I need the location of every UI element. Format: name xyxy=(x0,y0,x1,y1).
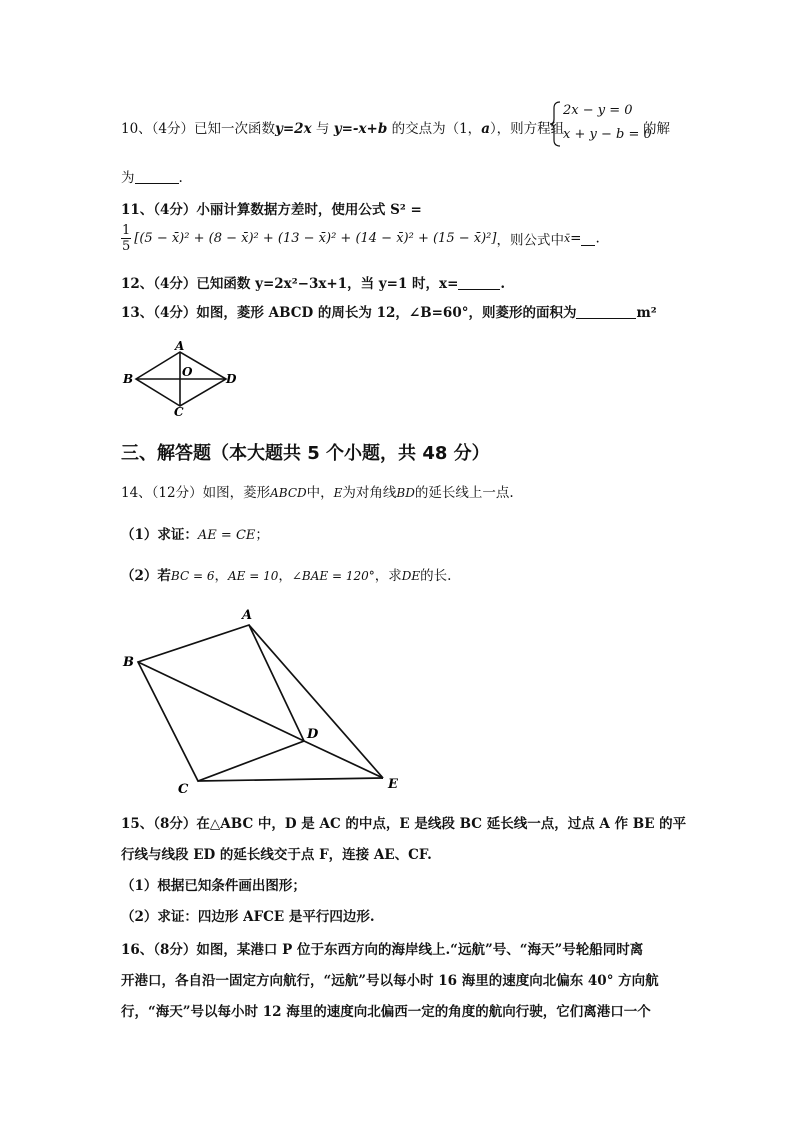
q11-frac-den: 5 xyxy=(122,239,131,254)
q14-e: E xyxy=(333,486,343,500)
q14-mid: 中， xyxy=(306,485,334,501)
q11-formula-line xyxy=(121,223,600,259)
extension-de-line xyxy=(304,741,383,778)
label-a: A xyxy=(175,340,185,353)
q12-end: . xyxy=(500,276,506,292)
q11-after: ，则公式中 xyxy=(496,232,564,249)
q14-intro: 14、（12分）如图，菱形 xyxy=(121,485,271,501)
q11-frac-num: 1 xyxy=(122,223,131,238)
q14-p2-end: 的长. xyxy=(420,568,452,584)
q10-tail: 的解 xyxy=(643,121,670,137)
q11-end: . xyxy=(595,230,600,247)
q11-xbar: x̄ xyxy=(563,232,571,245)
q14-p2-ae: AE = 10 xyxy=(227,569,279,583)
q14-p1-eq: AE = CE xyxy=(197,528,256,543)
q13-line xyxy=(121,301,657,321)
q14-p2-label: （2）若 xyxy=(121,568,171,584)
q15-line1: 15、（8分）在△ABC 中，D 是 AC 的中点，E 是线段 BC 延长线一点，过点 A 作 BE 的平 xyxy=(121,816,687,832)
q14-p2-angle: ∠BAE = 120° xyxy=(291,569,375,583)
fig14-label-d: D xyxy=(307,727,319,742)
q12-answer-blank[interactable] xyxy=(458,275,500,290)
q15-part2: （2）求证：四边形 AFCE 是平行四边形. xyxy=(121,909,375,925)
section3-heading: 三、解答题（本大题共 5 个小题，共 48 分） xyxy=(121,443,490,464)
q10-and: 与 xyxy=(311,121,334,137)
q10-func2: y=-x+b xyxy=(333,121,388,137)
q10-eq2: x + y − b = 0 xyxy=(563,127,652,142)
q10-mid: 的交点为（1， xyxy=(387,121,482,137)
q15-line2: 行线与线段 ED 的延长线交于点 F，连接 AE、CF. xyxy=(121,847,432,863)
q10-answer-blank[interactable] xyxy=(135,169,179,184)
q14-part1 xyxy=(121,523,269,543)
q15-part1: （1）根据已知条件画出图形； xyxy=(121,878,306,894)
q14-p2-bc: BC = 6 xyxy=(170,569,215,583)
q16-line3: 行，“海天”号以每小时 12 海里的速度向北偏西一定的角度的航向行驶，它们离港口一个 xyxy=(121,1004,651,1020)
q12-text: 12、（4分）已知函数 y=2x²−3x+1，当 y=1 时，x= xyxy=(121,276,459,292)
q10-line1 xyxy=(121,117,564,137)
q11-fraction xyxy=(121,223,131,254)
label-o: O xyxy=(182,365,193,379)
label-d: D xyxy=(226,372,237,386)
q12-line xyxy=(121,272,505,292)
q10-a: a xyxy=(481,121,490,137)
q14-abcd: ABCD xyxy=(270,486,307,500)
q10-prefix: 10、（4分）已知一次函数 xyxy=(121,121,276,137)
q13-answer-blank[interactable] xyxy=(576,304,636,319)
q16-line2: 开港口，各自沿一固定方向航行，“远航”号以每小时 16 海里的速度向北偏东 40° 方向航 xyxy=(121,973,659,989)
label-b: B xyxy=(123,372,134,386)
left-brace-icon xyxy=(550,100,562,148)
q11-eq: = xyxy=(570,230,582,247)
q14-bd: BD xyxy=(396,486,415,500)
q10-end: . xyxy=(178,170,183,186)
label-c: C xyxy=(174,405,184,419)
q10-wei: 为 xyxy=(121,170,135,186)
q11-line1: 11、（4分）小丽计算数据方差时，使用公式 S² = xyxy=(121,202,422,218)
q10-func1: y=2x xyxy=(275,121,312,137)
q14-rest: 为对角线 xyxy=(342,485,397,501)
q10-equation-system xyxy=(550,100,652,148)
q10-line2 xyxy=(121,166,183,186)
q14-rhombus-figure xyxy=(118,603,418,798)
fig14-label-b: B xyxy=(123,655,134,670)
fig14-label-c: C xyxy=(178,782,189,797)
segment-ce xyxy=(198,778,383,781)
q13-rhombus-figure xyxy=(118,340,248,420)
q11-formula: [(5 − x̄)² + (8 − x̄)² + (13 − x̄)² + (14 − x̄)² + (15 − x̄)²] xyxy=(134,231,497,246)
q14-line1 xyxy=(121,481,514,501)
q10-suffix: ），则方程组 xyxy=(489,121,565,137)
q14-p1-label: （1）求证： xyxy=(121,527,198,543)
q16-line1: 16、（8分）如图，某港口 P 位于东西方向的海岸线上.“远航”号、“海天”号轮船同时离 xyxy=(121,942,644,958)
q11-answer-blank[interactable] xyxy=(581,231,595,246)
q14-p2-sep1: ， xyxy=(214,568,228,584)
q13-unit: m² xyxy=(636,305,657,321)
fig14-label-e: E xyxy=(388,777,398,792)
q10-eq1: 2x − y = 0 xyxy=(563,103,633,118)
q14-p2-sep2: ， xyxy=(278,568,292,584)
q14-p2-mid: ，求 xyxy=(374,568,402,584)
q14-p2-de: DE xyxy=(401,569,421,583)
q14-tail: 的延长线上一点. xyxy=(414,485,514,501)
q14-p1-end: ； xyxy=(255,527,269,543)
q14-part2 xyxy=(121,564,451,584)
diagonal-bd-line xyxy=(138,662,304,741)
rhombus-abcd xyxy=(138,625,304,781)
fig14-label-a: A xyxy=(242,608,253,623)
q13-text: 13、（4分）如图，菱形 ABCD 的周长为 12，∠B=60°，则菱形的面积为 xyxy=(121,305,577,321)
